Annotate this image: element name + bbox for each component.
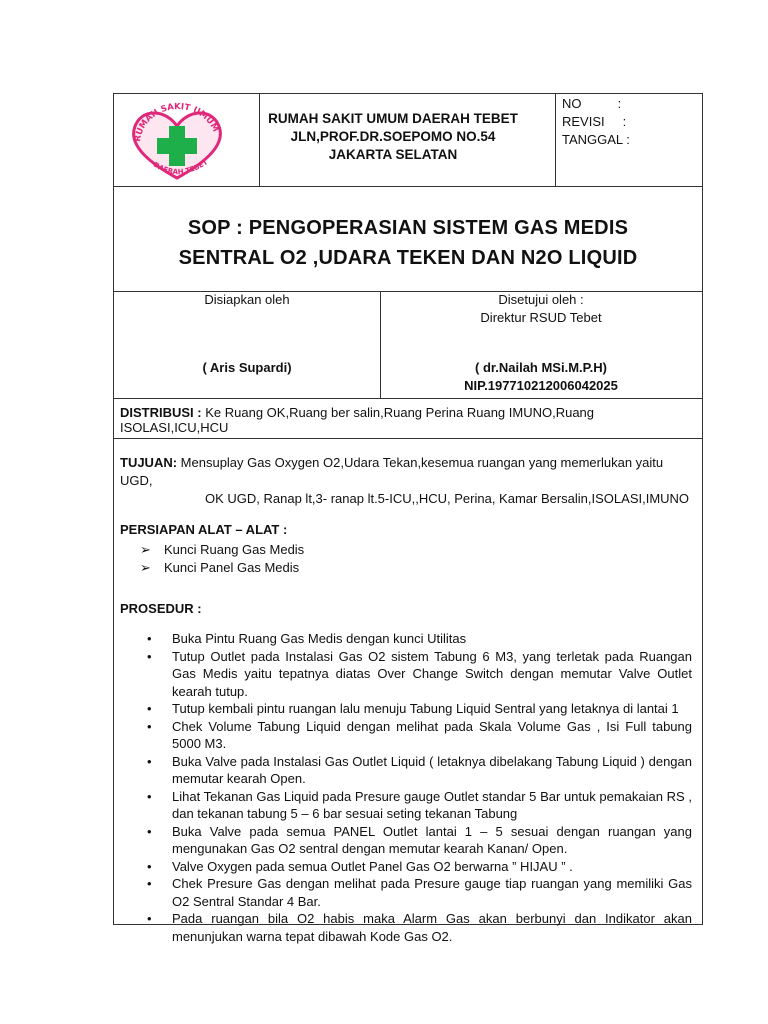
hospital-logo <box>120 100 234 182</box>
approved-title: Direktur RSUD Tebet <box>480 310 602 325</box>
list-item: • Chek Presure Gas dengan melihat pada Presure gauge tiap ruangan yang memiliki Gas O2 Sentral Standar 4 Bar. <box>144 875 692 910</box>
prosedur-heading: PROSEDUR : <box>120 601 202 616</box>
prosedur-list <box>144 630 692 945</box>
logo-text-top: RUMAH SAKIT UMUM <box>132 102 221 143</box>
list-item: • Buka Valve pada Instalasi Gas Outlet Liquid ( letaknya dibelakang Tabung Liquid ) dengan memutar kearah Open. <box>144 753 692 788</box>
tujuan-line-1: Mensuplay Gas Oxygen O2,Udara Tekan,kesemua ruangan yang memerlukan yaitu UGD, <box>120 455 664 488</box>
list-item: • Lihat Tekanan Gas Liquid pada Presure gauge Outlet standar 5 Bar untuk pemakaian RS , dan tekanan tabung 5 – 6 bar sesuai seting tekanan Tabung <box>144 788 692 823</box>
list-item: • Buka Pintu Ruang Gas Medis dengan kunci Utilitas <box>144 630 692 648</box>
logo-text-bottom: DAERAH TEBET <box>151 158 210 177</box>
tujuan-label: TUJUAN: <box>120 455 178 470</box>
list-item-text: Kunci Panel Gas Medis <box>164 560 300 575</box>
divider <box>555 94 556 186</box>
prepared-by-cell <box>114 292 380 398</box>
distribusi-label: DISTRIBUSI : <box>120 405 202 420</box>
document-title <box>114 213 702 273</box>
list-item: • Chek Volume Tabung Liquid dengan melihat pada Skala Volume Gas , Isi Full tabung 5000 M3. <box>144 718 692 753</box>
meta-revisi: REVISI : <box>562 114 627 129</box>
list-item-text: Kunci Ruang Gas Medis <box>164 542 305 557</box>
prepared-name: ( Aris Supardi) <box>202 360 292 375</box>
document-meta <box>562 95 630 149</box>
distribusi <box>120 405 702 435</box>
approved-by-cell <box>380 292 702 398</box>
list-item: • Valve Oxygen pada semua Outlet Panel Gas O2 berwarna ” HIJAU ” . <box>144 858 692 876</box>
meta-no: NO : <box>562 96 622 111</box>
list-item <box>140 559 304 577</box>
signature-row <box>114 292 702 399</box>
tujuan-line-2: OK UGD, Ranap lt,3- ranap lt.5-ICU,,HCU, Perina, Kamar Bersalin,ISOLASI,IMUNO <box>205 491 690 506</box>
title-line-1: SOP : PENGOPERASIAN SISTEM GAS MEDIS <box>187 217 629 239</box>
prepared-label: Disiapkan oleh <box>204 292 290 307</box>
approved-label: Disetujui oleh : <box>498 292 584 307</box>
persiapan-list <box>140 541 304 577</box>
meta-tanggal: TANGGAL : <box>562 132 630 147</box>
persiapan-heading: PERSIAPAN ALAT – ALAT : <box>120 522 288 537</box>
arrow-bullet-icon: ➢ <box>140 542 151 557</box>
hospital-info <box>259 110 527 164</box>
hospital-address: JLN,PROF.DR.SOEPOMO NO.54 <box>290 129 496 144</box>
document-body <box>114 439 702 944</box>
arrow-bullet-icon: ➢ <box>140 560 151 575</box>
hospital-city: JAKARTA SELATAN <box>328 147 458 162</box>
title-line-2: SENTRAL O2 ,UDARA TEKEN DAN N2O LIQUID <box>178 247 638 269</box>
approved-nip: NIP.197710212006042025 <box>464 378 618 393</box>
list-item: • Buka Valve pada semua PANEL Outlet lantai 1 – 5 sesuai dengan ruangan yang mengunakan Gas O2 sentral dengan memutar kearah Kanan/ Open. <box>144 823 692 858</box>
approved-name: ( dr.Nailah MSi.M.P.H) <box>475 360 607 375</box>
list-item <box>140 541 304 559</box>
sop-document <box>113 93 703 944</box>
distribusi-text: Ke Ruang OK,Ruang ber salin,Ruang Perina Ruang IMUNO,Ruang ISOLASI,ICU,HCU <box>120 405 595 435</box>
list-item: • Pada ruangan bila O2 habis maka Alarm Gas akan berbunyi dan Indikator akan menunjukan warna tepat dibawah Kode Gas O2. <box>144 910 692 945</box>
title-row <box>114 187 702 292</box>
hospital-name: RUMAH SAKIT UMUM DAERAH TEBET <box>268 111 518 126</box>
distribusi-row <box>114 399 702 439</box>
list-item: • Tutup Outlet pada Instalasi Gas O2 sistem Tabung 6 M3, yang terletak pada Ruangan Gas Medis yaitu tepatnya diatas Over Change Switch dengan memutar Valve Outlet kearah tutup. <box>144 648 692 701</box>
header-row <box>114 94 702 187</box>
list-item: • Tutup kembali pintu ruangan lalu menuju Tabung Liquid Sentral yang letaknya di lantai 1 <box>144 700 692 718</box>
tujuan-section <box>120 454 694 508</box>
